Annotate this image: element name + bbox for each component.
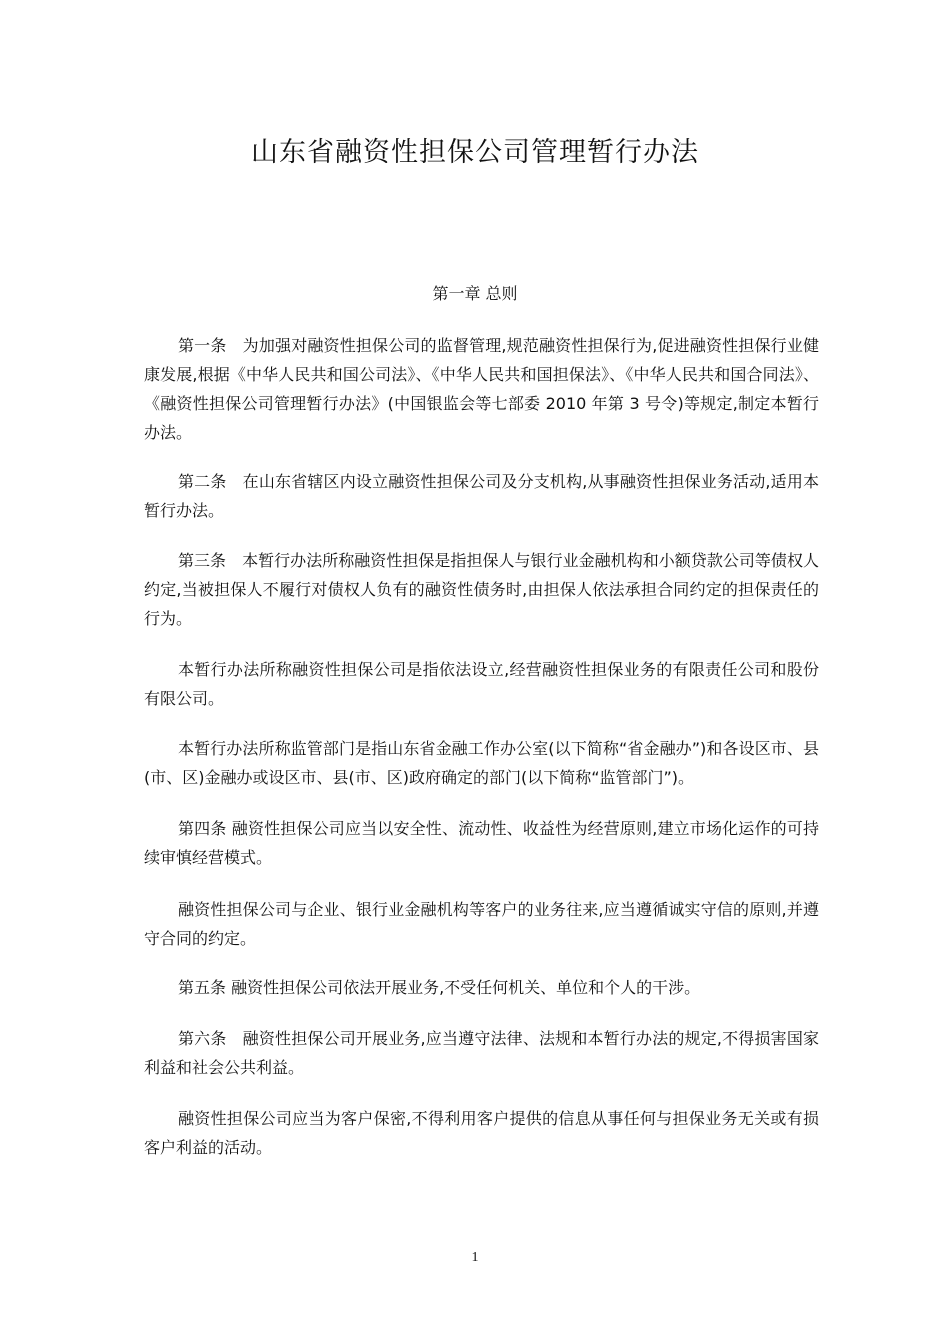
article-6-paragraph-2: 融资性担保公司应当为客户保密,不得利用客户提供的信息从事任何与担保业务无关或有损客户利益的活动。 — [144, 1109, 819, 1157]
article-4-paragraph-2: 融资性担保公司与企业、银行业金融机构等客户的业务往来,应当遵循诚实守信的原则,并遵守合同的约定。 — [144, 900, 819, 948]
article-5-paragraph: 第五条 融资性担保公司依法开展业务,不受任何机关、单位和个人的干涉。 — [178, 978, 701, 997]
chapter-heading: 第一章 总则 — [432, 284, 518, 303]
article-3-paragraph-2: 本暂行办法所称融资性担保公司是指依法设立,经营融资性担保业务的有限责任公司和股份有限公司。 — [144, 660, 819, 708]
article-6-paragraph: 第六条 融资性担保公司开展业务,应当遵守法律、法规和本暂行办法的规定,不得损害国家利益和社会公共利益。 — [144, 1029, 819, 1077]
article-1-paragraph: 第一条 为加强对融资性担保公司的监督管理,规范融资性担保行为,促进融资性担保行业健康发展,根据《中华人民共和国公司法》、《中华人民共和国担保法》、《中华人民共和国合同法》、《融资性担保公司管理暂行办法》(中国银监会等七部委 2010 年第 3 号令)等规定,制定本暂行办法。 — [144, 336, 819, 442]
page-number: 1 — [471, 1250, 479, 1265]
article-2-paragraph: 第二条 在山东省辖区内设立融资性担保公司及分支机构,从事融资性担保业务活动,适用本暂行办法。 — [144, 472, 819, 520]
document-title: 山东省融资性担保公司管理暂行办法 — [251, 137, 699, 168]
article-4-paragraph: 第四条 融资性担保公司应当以安全性、流动性、收益性为经营原则,建立市场化运作的可持续审慎经营模式。 — [144, 819, 819, 867]
article-3-paragraph-3: 本暂行办法所称监管部门是指山东省金融工作办公室(以下简称“省金融办”)和各设区市、县(市、区)金融办或设区市、县(市、区)政府确定的部门(以下简称“监管部门”)。 — [144, 739, 819, 787]
article-3-paragraph: 第三条 本暂行办法所称融资性担保是指担保人与银行业金融机构和小额贷款公司等债权人约定,当被担保人不履行对债权人负有的融资性债务时,由担保人依法承担合同约定的担保责任的行为。 — [144, 551, 819, 628]
